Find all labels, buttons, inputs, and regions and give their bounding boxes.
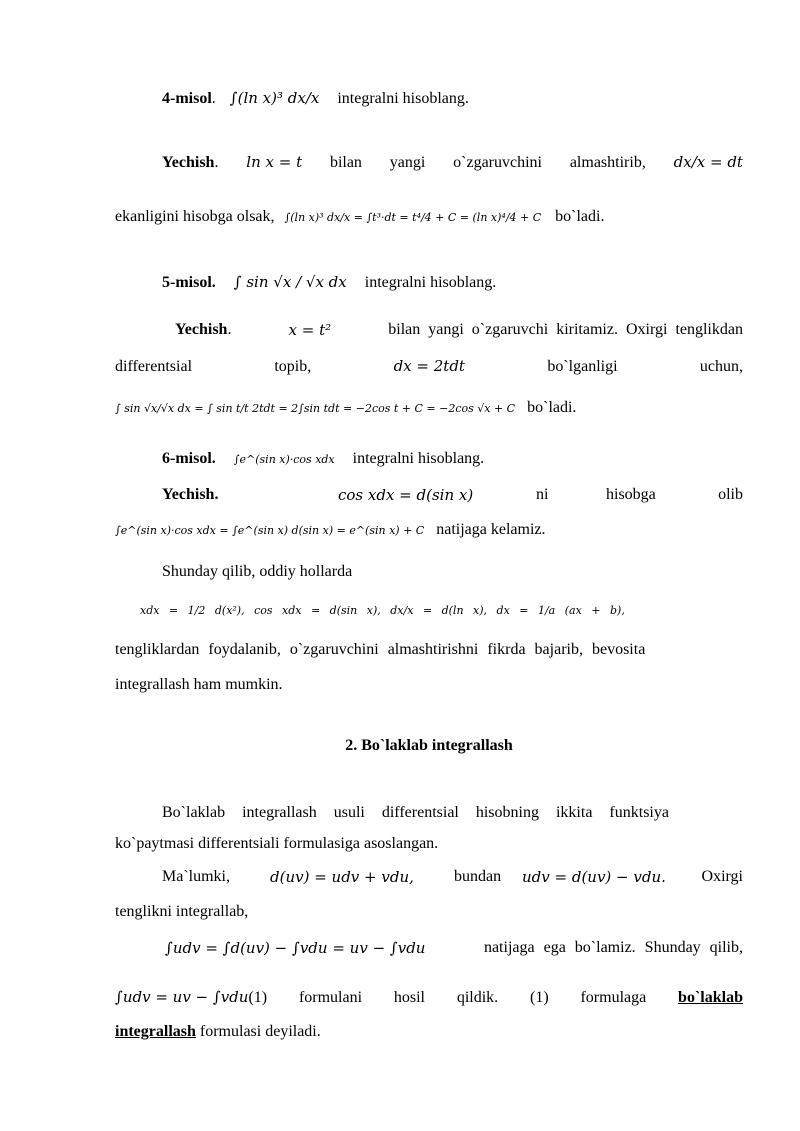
solution-4-label: Yechish xyxy=(162,154,215,171)
word: ni xyxy=(536,486,549,503)
word: (1) xyxy=(529,989,549,1006)
solution-6-label: Yechish. xyxy=(162,486,219,503)
term-bold-1: bo`laklab xyxy=(678,989,743,1006)
word: differentsial xyxy=(115,358,193,375)
dx-over-x-formula: dx/x = dt xyxy=(673,153,743,171)
example-5-text: integralni hisoblang. xyxy=(364,274,497,291)
word: Ma`lumki, xyxy=(162,868,230,885)
word: uchun, xyxy=(699,358,743,375)
word: topib, xyxy=(274,358,312,375)
word: bundan xyxy=(454,868,502,885)
word: qildik. xyxy=(456,989,499,1006)
section-p1-line2: ko`paytmasi differentsiali formulasiga asoslangan. xyxy=(115,835,439,852)
word: hosil xyxy=(393,989,425,1006)
word: olib xyxy=(718,486,743,503)
solution-6-line1 xyxy=(162,485,743,505)
example-4-label: 4-misol xyxy=(162,90,212,107)
word: hisobga xyxy=(606,486,656,503)
integration-by-parts-derivation: ∫udv = ∫d(uv) − ∫vdu = uv − ∫vdu xyxy=(165,939,426,957)
summary-line1: Shunday qilib, oddiy hollarda xyxy=(162,563,353,580)
example-6-text: integralni hisoblang. xyxy=(352,450,485,467)
text: bo`ladi. xyxy=(555,208,605,225)
summary-formulas xyxy=(140,600,768,621)
solution-4-line2 xyxy=(115,207,743,228)
example-4-text: integralni hisoblang. xyxy=(337,90,469,107)
solution-5-subst: x = t² xyxy=(288,321,332,339)
example-4-formula: ∫(ln x)³ dx/x xyxy=(229,89,320,107)
example-5 xyxy=(162,272,790,293)
solution-4-subst: ln x = t xyxy=(246,153,303,171)
solution-6-formula: ∫e^(sin x)·cos xdx = ∫e^(sin x) d(sin x) = e^(sin x) + C xyxy=(115,524,425,537)
dx-formula: dx = 2tdt xyxy=(393,357,465,375)
solution-5-label: Yechish xyxy=(175,321,228,338)
formula3-line xyxy=(165,938,743,958)
example-6 xyxy=(162,449,790,470)
solution-4-formula: ∫(ln x)³ dx/x = ∫t³·dt = t⁴/4 + C = (ln x)⁴/4 + C xyxy=(284,211,542,224)
summary-line3: tengliklardan foydalanib, o`zgaruvchini almashtirishni fikrda bajarib, bevosita xyxy=(115,641,646,658)
solution-5-formula: ∫ sin √x/√x dx = ∫ sin t/t 2tdt = 2∫sin tdt = −2cos t + C = −2cos √x + C xyxy=(115,402,516,415)
word: almashtirib, xyxy=(569,154,646,171)
equation-number: (1) xyxy=(248,989,268,1006)
text: ekanligini hisobga olsak, xyxy=(115,208,275,225)
text: natijaga kelamiz. xyxy=(436,521,546,538)
term-bold-2: integrallash xyxy=(115,1023,196,1040)
solution-6-line2 xyxy=(115,520,743,541)
summary-line4: integrallash ham mumkin. xyxy=(115,676,283,693)
formula-list: xdx = 1/2 d(x²), cos xdx = d(sin x), dx/x = d(ln x), dx = 1/a (ax + b), xyxy=(140,604,625,617)
word: o`zgaruvchini xyxy=(453,154,542,171)
formula4-line xyxy=(115,987,743,1008)
text: bilan yangi o`zgaruvchi kiritamiz. Oxirgi tenglikdan xyxy=(388,321,743,338)
word: bilan xyxy=(329,154,362,171)
word: bo`lganligi xyxy=(547,358,618,375)
text: natijaga ega bo`lamiz. Shunday qilib, xyxy=(483,939,743,956)
word: yangi xyxy=(389,154,426,171)
text: bo`ladi. xyxy=(527,399,577,416)
last-line xyxy=(115,1022,743,1042)
example-5-formula: ∫ sin √x / √x dx xyxy=(233,273,347,291)
cos-formula: cos xdx = d(sin x) xyxy=(338,486,474,504)
integration-by-parts-formula: ∫udv = uv − ∫vdu xyxy=(115,988,249,1006)
example-6-label: 6-misol. xyxy=(162,450,216,467)
solution-5-line3 xyxy=(115,398,743,419)
example-6-formula: ∫e^(sin x)·cos xdx xyxy=(233,453,335,466)
product-rule-formula: d(uv) = udv + vdu, xyxy=(270,868,414,886)
text: formulasi deyiladi. xyxy=(199,1023,321,1040)
udv-formula: udv = d(uv) − vdu. xyxy=(522,868,666,886)
word: formulaga xyxy=(580,989,647,1006)
malumki-line xyxy=(162,867,743,887)
section-heading: 2. Bo`laklab integrallash xyxy=(345,737,513,754)
solution-5-line1: Yechish. x = t² bilan yangi o`zgaruvchi kiritamiz. Oxirgi tenglikdan xyxy=(175,321,743,339)
example-4: 4-misol. ∫(ln x)³ dx/x integralni hisoblang. xyxy=(162,89,469,107)
word: formulani xyxy=(298,989,363,1006)
word: Oxirgi xyxy=(701,868,743,885)
solution-5-line2 xyxy=(115,356,743,377)
solution-4-line1: Yechish. ln x = t bilan yangi o`zgaruvchini almashtirib, dx/x = dt xyxy=(162,153,743,171)
example-5-label: 5-misol. xyxy=(162,274,216,291)
section-p1-line1: Bo`laklab integrallash usuli differentsial hisobning ikkita funktsiya xyxy=(162,804,669,821)
tenglik-line: tenglikni integrallab, xyxy=(115,903,249,920)
